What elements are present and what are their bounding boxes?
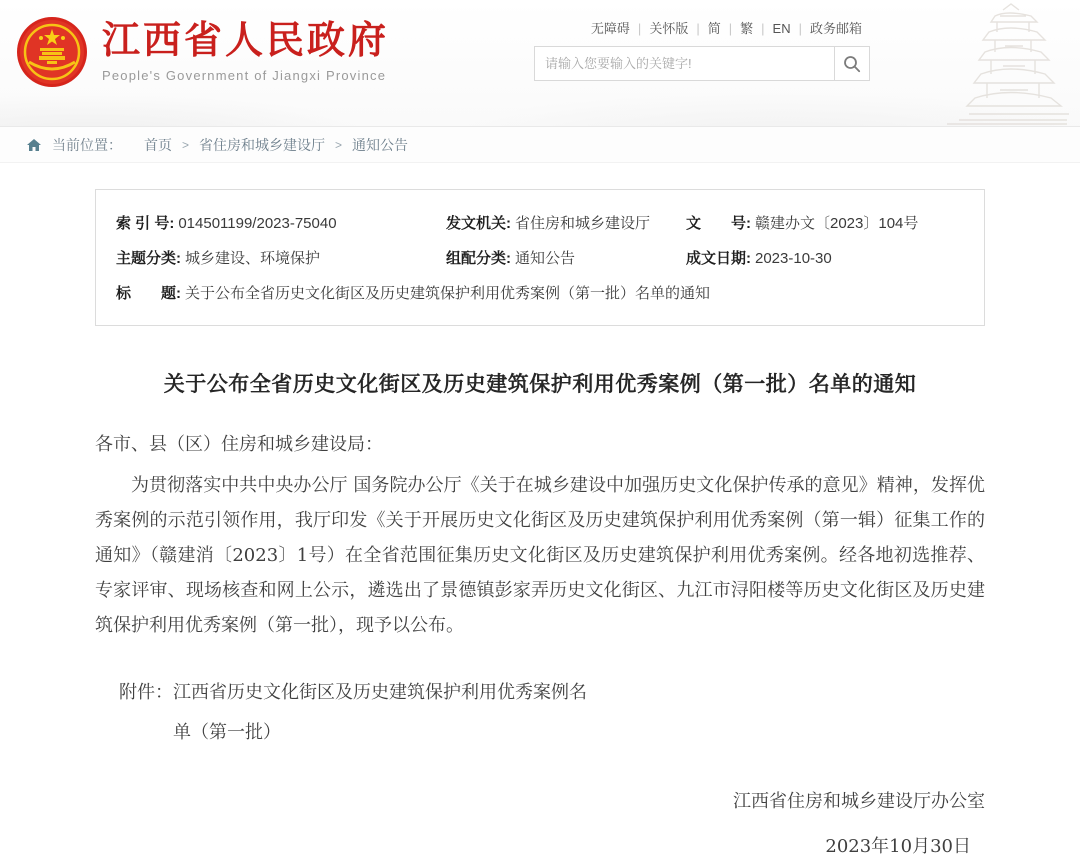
signature-block (95, 787, 985, 862)
meta-doc-number-label: 文 号: (686, 215, 751, 232)
meta-topic-label: 主题分类: (116, 250, 181, 267)
breadcrumb-home[interactable]: 首页 (144, 136, 172, 153)
link-divider: | (637, 21, 642, 36)
meta-index-number (116, 206, 446, 241)
issue-date: 2023年10月30日 (825, 836, 971, 857)
attachment-line-2: 单（第一批） (173, 722, 281, 743)
salutation: 各市、县（区）住房和城乡建设局： (95, 434, 383, 455)
link-english[interactable]: EN (772, 21, 791, 36)
breadcrumb-separator: > (182, 137, 190, 152)
document-body (95, 430, 985, 862)
attachment-line-1: 江西省历史文化街区及历史建筑保护利用优秀案例名 (173, 682, 587, 703)
site-title: 江西省人民政府 (102, 20, 390, 62)
link-accessibility[interactable]: 无障碍 (590, 21, 630, 36)
link-divider: | (761, 21, 765, 36)
attachment-text (173, 673, 587, 753)
attachment-block (95, 673, 985, 753)
meta-row-2 (116, 241, 964, 276)
meta-issuer (446, 206, 686, 241)
breadcrumb-label: 当前位置： (52, 136, 122, 153)
link-gov-mailbox[interactable]: 政务邮箱 (809, 21, 862, 36)
meta-title-label: 标 题: (116, 285, 181, 302)
site-header (0, 0, 1080, 127)
document-title: 关于公布全省历史文化街区及历史建筑保护利用优秀案例（第一批）名单的通知 (163, 373, 917, 396)
issuing-office: 江西省住房和城乡建设厅办公室 (733, 791, 985, 812)
meta-group-label: 组配分类: (446, 250, 511, 267)
meta-issuer-value: 省住房和城乡建设厅 (515, 215, 651, 232)
breadcrumb-notices[interactable]: 通知公告 (352, 136, 409, 153)
attachment-label: 附件： (119, 682, 173, 703)
site-subtitle: People's Government of Jiangxi Province (102, 67, 387, 83)
meta-date-value: 2023-10-30 (755, 250, 832, 267)
link-simplified[interactable]: 简 (707, 21, 721, 36)
meta-doc-number-value: 赣建办文〔2023〕104号 (755, 215, 919, 232)
meta-row-3 (116, 276, 964, 311)
utility-nav (583, 18, 870, 37)
pavilion-art-icon (945, 2, 1070, 126)
search-button[interactable] (834, 46, 870, 81)
meta-index-value: 014501199/2023-75040 (178, 215, 337, 232)
meta-group (446, 241, 686, 276)
meta-topic-value: 城乡建设、环境保护 (185, 250, 321, 267)
link-care-version[interactable]: 关怀版 (649, 21, 689, 36)
document-page (0, 163, 1080, 862)
search-bar (534, 46, 870, 81)
meta-title (116, 276, 710, 311)
meta-row-1 (116, 206, 964, 241)
link-divider: | (728, 21, 733, 36)
site-logo[interactable] (16, 16, 389, 88)
meta-date-label: 成文日期: (686, 250, 751, 267)
body-paragraph: 为贯彻落实中共中央办公厅 国务院办公厅《关于在城乡建设中加强历史文化保护传承的意见》精神，发挥优秀案例的示范引领作用，我厅印发《关于开展历史文化街区及历史建筑保护利用优秀案例（第一辑）征集工作的通知》（赣建消〔2023〕1号）在全省范围征集历史文化街区及历史建筑保护利用优秀案例。经各地初选推荐、专家评审、现场核查和网上公示，遴选出了景德镇彭家弄历史文化街区、九江市浔阳楼等历史文化街区及历史建筑保护利用优秀案例（第一批），现予以公布。 (95, 475, 985, 636)
meta-topic (116, 241, 446, 276)
breadcrumb (0, 127, 1080, 163)
meta-title-value: 关于公布全省历史文化街区及历史建筑保护利用优秀案例（第一批）名单的通知 (185, 285, 711, 302)
meta-group-value: 通知公告 (515, 250, 576, 267)
meta-doc-number (686, 206, 964, 241)
breadcrumb-department[interactable]: 省住房和城乡建设厅 (199, 136, 326, 153)
link-traditional[interactable]: 繁 (740, 21, 754, 36)
meta-index-label: 索 引 号: (116, 215, 175, 232)
meta-issuer-label: 发文机关: (446, 215, 511, 232)
home-icon (26, 138, 42, 152)
search-icon (843, 55, 861, 73)
national-emblem-icon (16, 16, 88, 88)
search-input[interactable] (534, 46, 834, 81)
breadcrumb-separator: > (335, 137, 343, 152)
meta-date (686, 241, 964, 276)
document-meta-table (95, 189, 985, 326)
link-divider: | (696, 21, 700, 36)
link-divider: | (798, 21, 802, 36)
